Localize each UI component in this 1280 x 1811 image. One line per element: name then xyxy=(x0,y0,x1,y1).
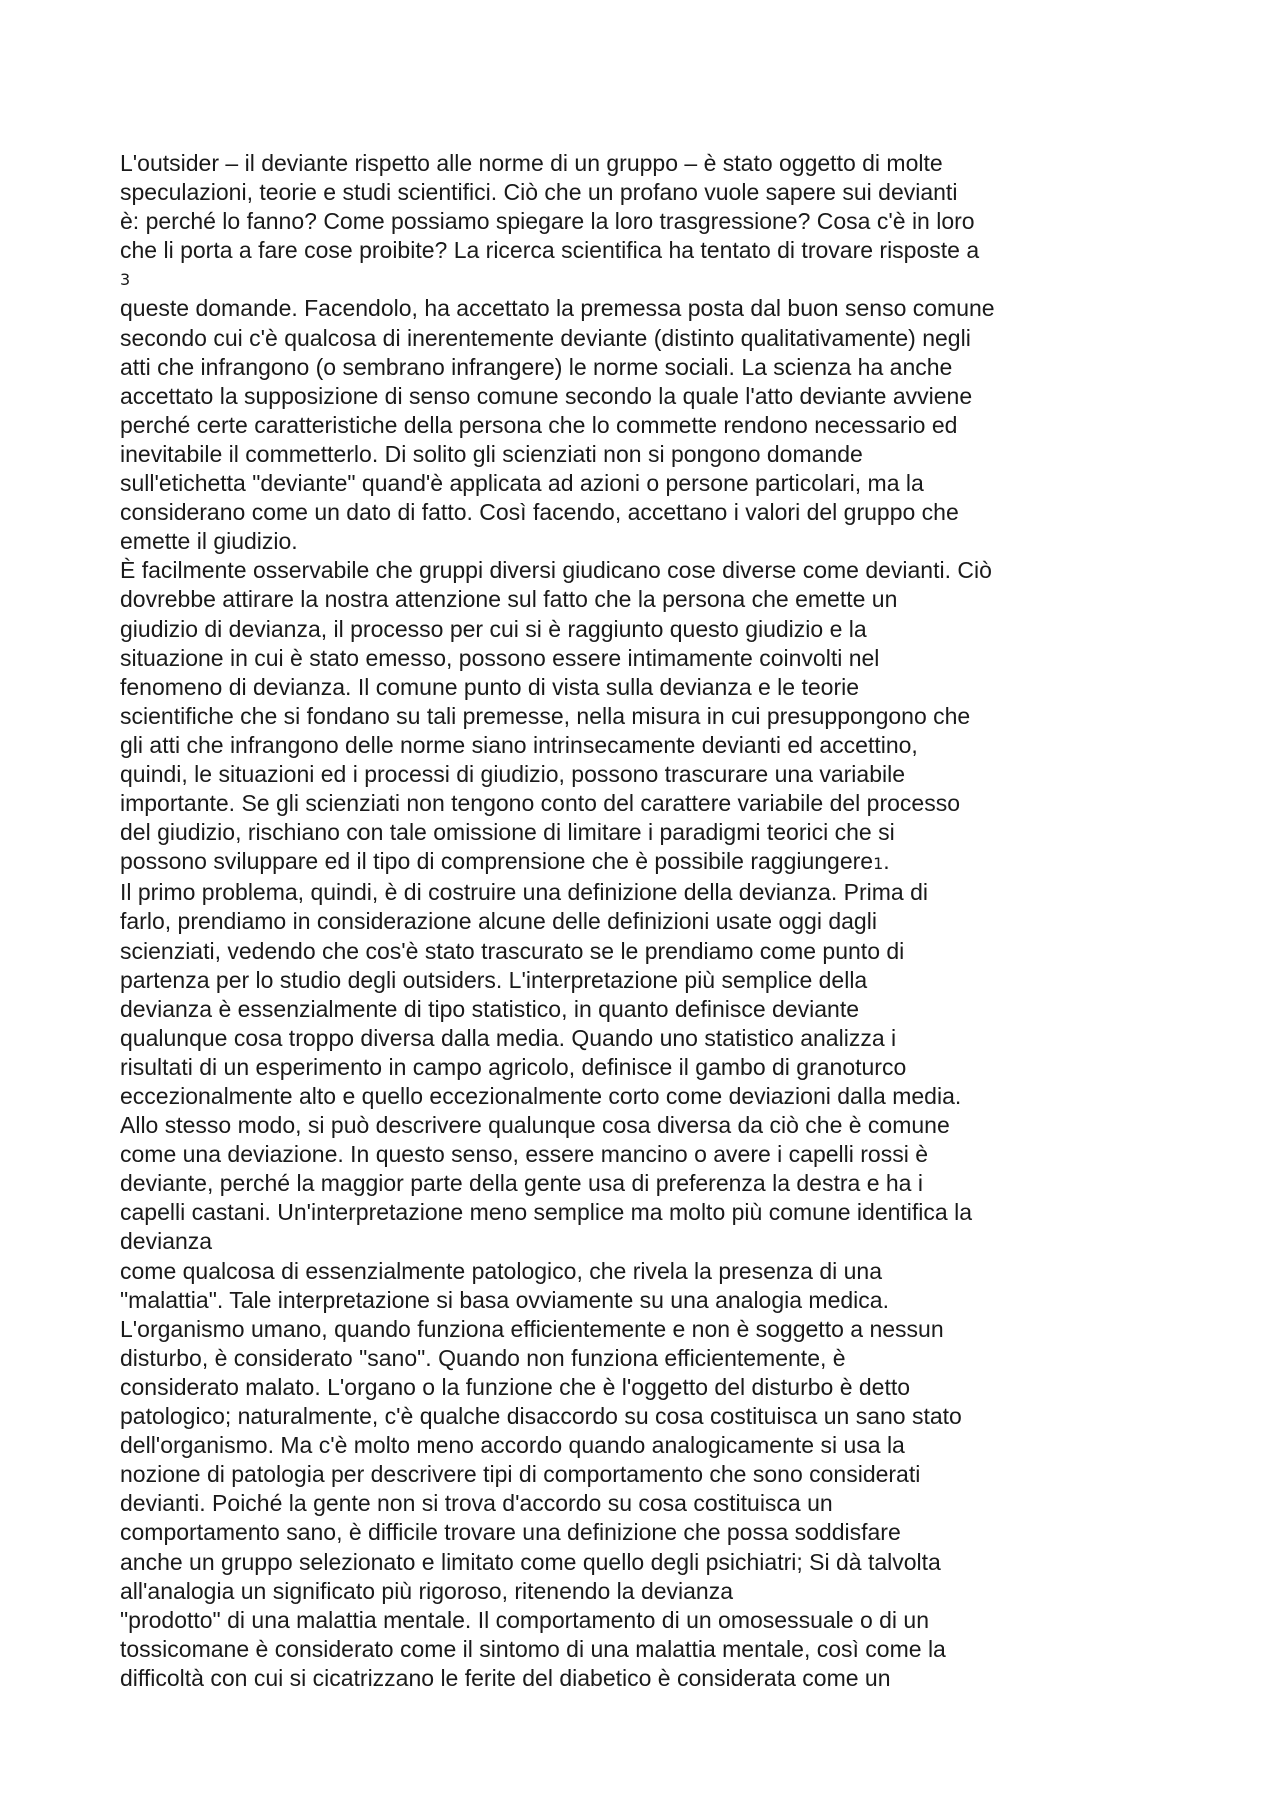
text-line: risultati di un esperimento in campo agricolo, definisce il gambo di granoturco xyxy=(120,1053,907,1080)
text-line: scientifiche che si fondano su tali premesse, nella misura in cui presuppongono che xyxy=(120,702,971,729)
text-line: patologico; naturalmente, c'è qualche disaccordo su cosa costituisca un sano stato xyxy=(120,1403,962,1430)
text-segment: . xyxy=(883,848,890,875)
text-line: nozione di patologia per descrivere tipi di comportamento che sono considerati xyxy=(120,1461,921,1488)
text-line: gli atti che infrangono delle norme siano intrinsecamente devianti ed accettino, xyxy=(120,731,918,758)
text-line: è: perché lo fanno? Come possiamo spiegare la loro trasgressione? Cosa c'è in loro xyxy=(120,208,975,235)
text-line: eccezionalmente alto e quello eccezionalmente corto come deviazioni dalla media. xyxy=(120,1083,962,1109)
text-line: considerano come un dato di fatto. Così facendo, accettano i valori del gruppo che xyxy=(120,499,959,526)
text-line: importante. Se gli scienziati non tengono conto del carattere variabile del processo xyxy=(120,790,960,817)
text-line: comportamento sano, è difficile trovare una definizione che possa soddisfare xyxy=(120,1519,901,1546)
text-segment: possono sviluppare ed il tipo di comprensione che è possibile raggiungere xyxy=(120,848,874,875)
text-line: sull'etichetta "deviante" quand'è applicata ad azioni o persone particolari, ma la xyxy=(120,470,924,497)
text-line: all'analogia un significato più rigoroso, ritenendo la devianza xyxy=(120,1577,734,1604)
text-line: secondo cui c'è qualcosa di inerentemente deviante (distinto qualitativamente) negli xyxy=(120,324,971,351)
page-marker: 3 xyxy=(120,270,131,290)
footnote-ref[interactable]: 1 xyxy=(873,854,884,874)
text-line: devianti. Poiché la gente non si trova d'accordo su cosa costituisca un xyxy=(120,1490,833,1517)
text-line: Allo stesso modo, si può descrivere qualunque cosa diversa da ciò che è comune xyxy=(120,1112,950,1139)
text-line: deviante, perché la maggior parte della gente usa di preferenza la destra e ha i xyxy=(120,1170,923,1197)
text-line: come una deviazione. In questo senso, essere mancino o avere i capelli rossi è xyxy=(120,1141,929,1168)
text-line: dovrebbe attirare la nostra attenzione sul fatto che la persona che emette un xyxy=(120,586,898,613)
text-line: partenza per lo studio degli outsiders. L'interpretazione più semplice della xyxy=(120,966,868,993)
text-line: perché certe caratteristiche della persona che lo commette rendono necessario ed xyxy=(120,411,958,438)
text-line: situazione in cui è stato emesso, possono essere intimamente coinvolti nel xyxy=(120,644,880,671)
text-line: disturbo, è considerato "sano". Quando non funziona efficientemente, è xyxy=(120,1344,846,1371)
text-line-with-footnote xyxy=(120,847,1180,878)
text-line: come qualcosa di essenzialmente patologico, che rivela la presenza di una xyxy=(120,1257,883,1284)
text-line: devianza xyxy=(120,1228,213,1255)
text-line: L'outsider – il deviante rispetto alle norme di un gruppo – è stato oggetto di molte xyxy=(120,150,943,176)
text-line: tossicomane è considerato come il sintomo di una malattia mentale, così come la xyxy=(120,1635,946,1662)
text-line: L'organismo umano, quando funziona efficientemente e non è soggetto a nessun xyxy=(120,1315,944,1342)
text-line: che li porta a fare cose proibite? La ricerca scientifica ha tentato di trovare risposte a xyxy=(120,237,980,264)
text-line: emette il giudizio. xyxy=(120,528,298,555)
text-line: accettato la supposizione di senso comune secondo la quale l'atto deviante avviene xyxy=(120,382,973,409)
text-line: fenomeno di devianza. Il comune punto di vista sulla devianza e le teorie xyxy=(120,673,860,700)
text-line: Il primo problema, quindi, è di costruire una definizione della devianza. Prima di xyxy=(120,879,928,906)
text-line: del giudizio, rischiano con tale omissione di limitare i paradigmi teorici che si xyxy=(120,819,895,846)
text-line: anche un gruppo selezionato e limitato come quello degli psichiatri; Si dà talvolta xyxy=(120,1548,941,1575)
text-line: giudizio di devianza, il processo per cui si è raggiunto questo giudizio e la xyxy=(120,615,867,642)
body-text xyxy=(120,149,1180,1693)
text-line: capelli castani. Un'interpretazione meno semplice ma molto più comune identifica la xyxy=(120,1199,972,1226)
text-line: farlo, prendiamo in considerazione alcune delle definizioni usate oggi dagli xyxy=(120,908,877,935)
text-line: È facilmente osservabile che gruppi diversi giudicano cose diverse come devianti. Ciò xyxy=(120,557,992,584)
text-line: scienziati, vedendo che cos'è stato trascurato se le prendiamo come punto di xyxy=(120,937,905,964)
text-line: speculazioni, teorie e studi scientifici. Ciò che un profano vuole sapere sui devianti xyxy=(120,179,958,206)
text-line: dell'organismo. Ma c'è molto meno accordo quando analogicamente si usa la xyxy=(120,1432,905,1459)
text-line: inevitabile il commetterlo. Di solito gli scienziati non si pongono domande xyxy=(120,440,863,467)
text-line: "prodotto" di una malattia mentale. Il comportamento di un omosessuale o di un xyxy=(120,1606,930,1633)
text-line: atti che infrangono (o sembrano infrangere) le norme sociali. La scienza ha anche xyxy=(120,353,953,380)
text-line: considerato malato. L'organo o la funzione che è l'oggetto del disturbo è detto xyxy=(120,1373,911,1400)
text-line: qualunque cosa troppo diversa dalla media. Quando uno statistico analizza i xyxy=(120,1024,897,1051)
text-line: quindi, le situazioni ed i processi di giudizio, possono trascurare una variabile xyxy=(120,760,905,787)
text-line: "malattia". Tale interpretazione si basa ovviamente su una analogia medica. xyxy=(120,1286,889,1313)
text-line: queste domande. Facendolo, ha accettato la premessa posta dal buon senso comune xyxy=(120,295,995,322)
text-line: devianza è essenzialmente di tipo statistico, in quanto definisce deviante xyxy=(120,995,860,1022)
text-line: difficoltà con cui si cicatrizzano le ferite del diabetico è considerata come un xyxy=(120,1664,891,1691)
